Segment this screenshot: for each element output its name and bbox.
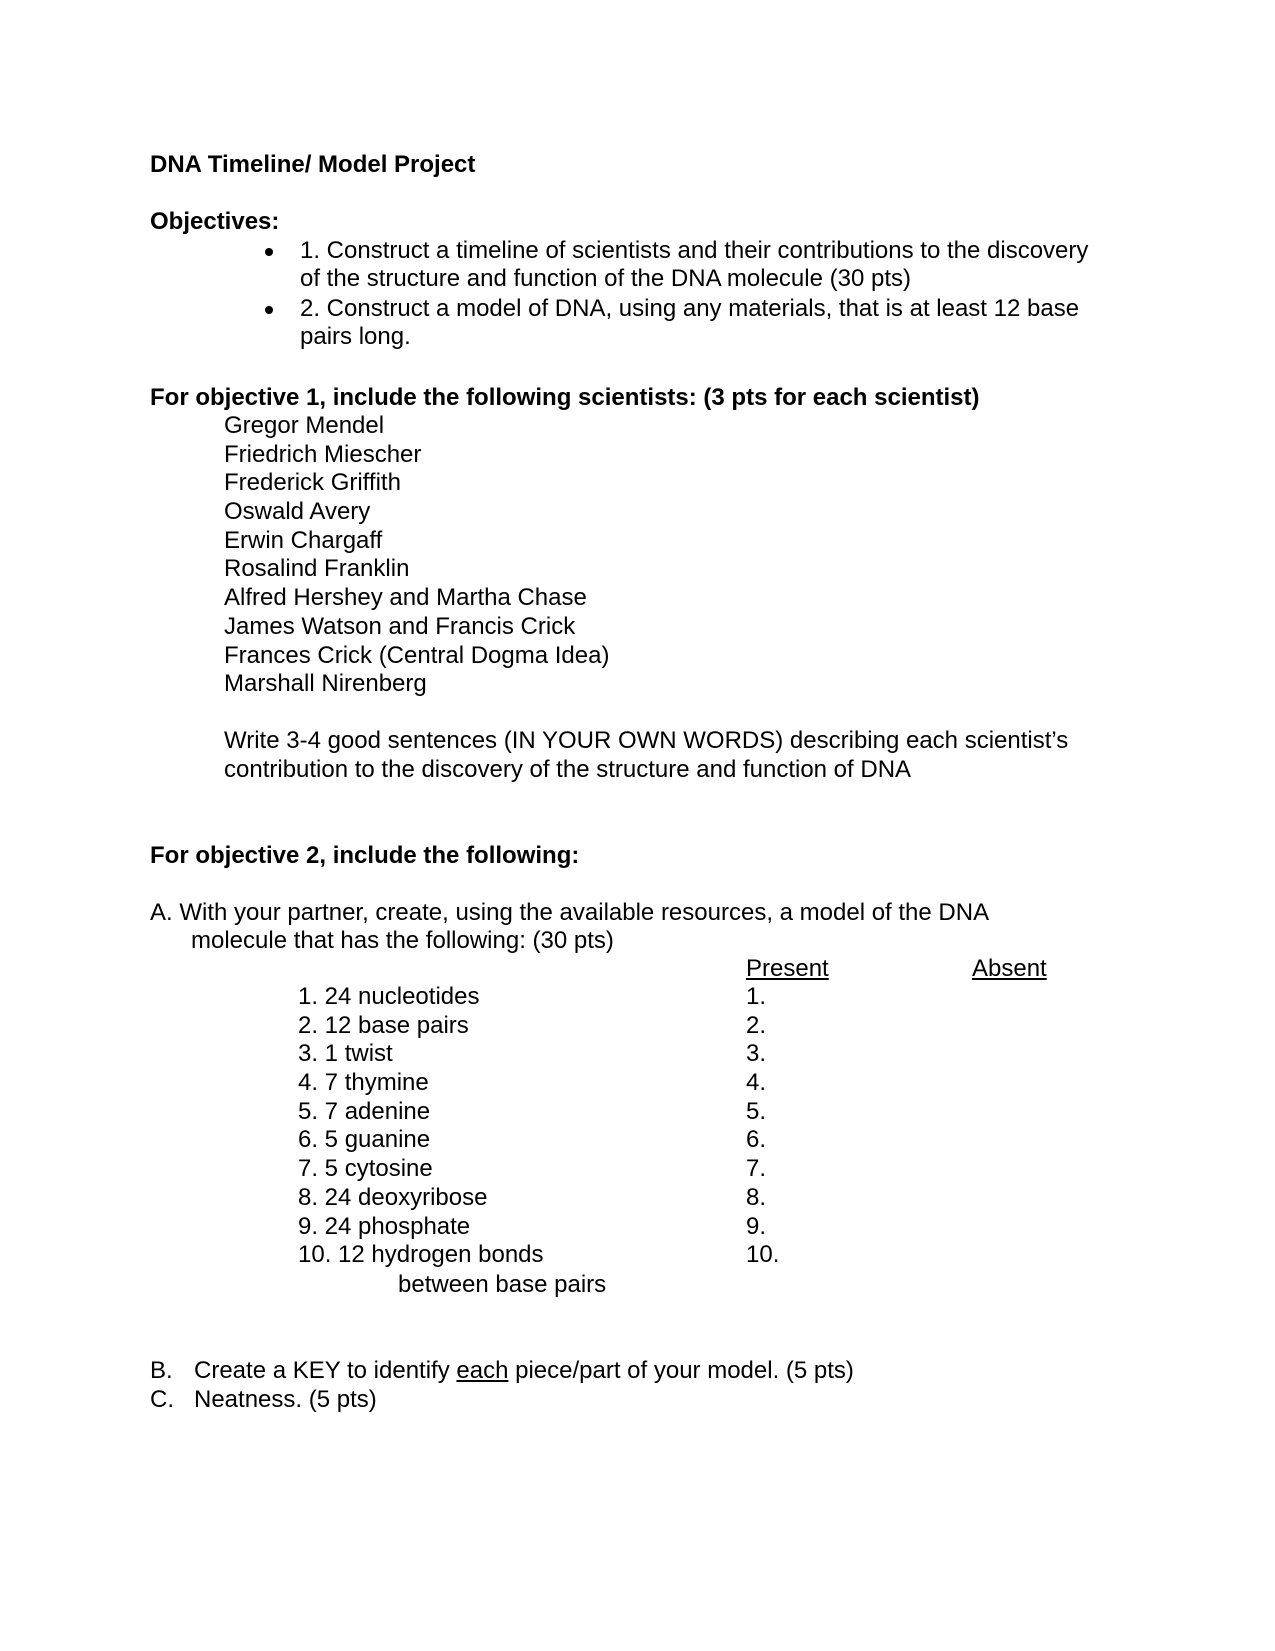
objective-2-line-1: 2. Construct a model of DNA, using any materials, that is at least 12 base (300, 295, 1080, 322)
list-item: 1. 24 nucleotides (298, 983, 480, 1010)
list-item: 5. 7 adenine (298, 1097, 431, 1125)
part-b-text-before: Create a KEY to identify (194, 1357, 457, 1384)
list-item: 3. 1 twist (298, 1040, 393, 1068)
list-item: 9. (746, 1212, 767, 1240)
list-item: 4. 7 thymine (298, 1069, 429, 1097)
part-b-line (150, 1357, 854, 1385)
requirement-list (298, 983, 544, 1270)
list-item: 3. (746, 1040, 767, 1068)
list-item: 7. (746, 1155, 767, 1183)
list-item: 8. (746, 1183, 767, 1211)
list-item: 10. (746, 1241, 780, 1269)
list-item: Friedrich Miescher (224, 440, 422, 468)
absent-column-header: Absent (972, 955, 1047, 982)
objective-1-heading: For objective 1, include the following scientists: (3 pts for each scientist) (150, 384, 980, 411)
document-title: DNA Timeline/ Model Project (150, 151, 476, 178)
objective-2-heading: For objective 2, include the following: (150, 842, 580, 869)
list-item: 1. (746, 983, 767, 1010)
part-b-letter: B. (150, 1357, 173, 1384)
present-number-list (746, 983, 779, 1270)
part-c-text: Neatness. (5 pts) (194, 1386, 377, 1413)
list-item: James Watson and Francis Crick (224, 612, 576, 640)
objective-2-line-2: pairs long. (300, 323, 411, 350)
list-item: 4. (746, 1069, 767, 1097)
requirement-continuation: between base pairs (398, 1271, 607, 1298)
objective-1-line-1: 1. Construct a timeline of scientists and their contributions to the discovery (300, 237, 1089, 264)
list-item: 6. 5 guanine (298, 1126, 431, 1154)
list-item: 2. (746, 1011, 767, 1039)
bullet-icon (265, 248, 273, 256)
list-item: 10. 12 hydrogen bonds (298, 1241, 544, 1269)
instruction-line-2: contribution to the discovery of the structure and function of DNA (224, 756, 912, 783)
list-item: 2. 12 base pairs (298, 1011, 469, 1039)
part-b-underlined-word: each (456, 1357, 509, 1384)
list-item: Rosalind Franklin (224, 555, 410, 583)
part-b-text-after: piece/part of your model. (5 pts) (508, 1357, 854, 1384)
list-item: 6. (746, 1126, 767, 1154)
list-item: 9. 24 phosphate (298, 1212, 471, 1240)
list-item: Oswald Avery (224, 498, 371, 526)
objective-1-line-2: of the structure and function of the DNA molecule (30 pts) (300, 265, 911, 292)
objectives-heading: Objectives: (150, 208, 280, 235)
instruction-line-1: Write 3-4 good sentences (IN YOUR OWN WORDS) describing each scientist’s (224, 727, 1069, 754)
list-item: Marshall Nirenberg (224, 670, 427, 698)
list-item: 8. 24 deoxyribose (298, 1183, 488, 1211)
list-item: Frances Crick (Central Dogma Idea) (224, 641, 610, 669)
list-item: 5. (746, 1097, 767, 1125)
list-item: Frederick Griffith (224, 469, 401, 497)
list-item: Erwin Chargaff (224, 526, 383, 554)
list-item: Gregor Mendel (224, 412, 385, 439)
list-item: Alfred Hershey and Martha Chase (224, 584, 587, 612)
scientist-list (224, 412, 609, 699)
part-c-letter: C. (150, 1386, 174, 1413)
part-c-line (150, 1386, 377, 1414)
list-item: 7. 5 cytosine (298, 1155, 433, 1183)
bullet-icon (265, 306, 273, 314)
part-a-line-2: molecule that has the following: (30 pts) (191, 927, 614, 954)
part-a-line-1: A. With your partner, create, using the available resources, a model of the DNA (150, 899, 990, 926)
present-column-header: Present (746, 955, 829, 982)
